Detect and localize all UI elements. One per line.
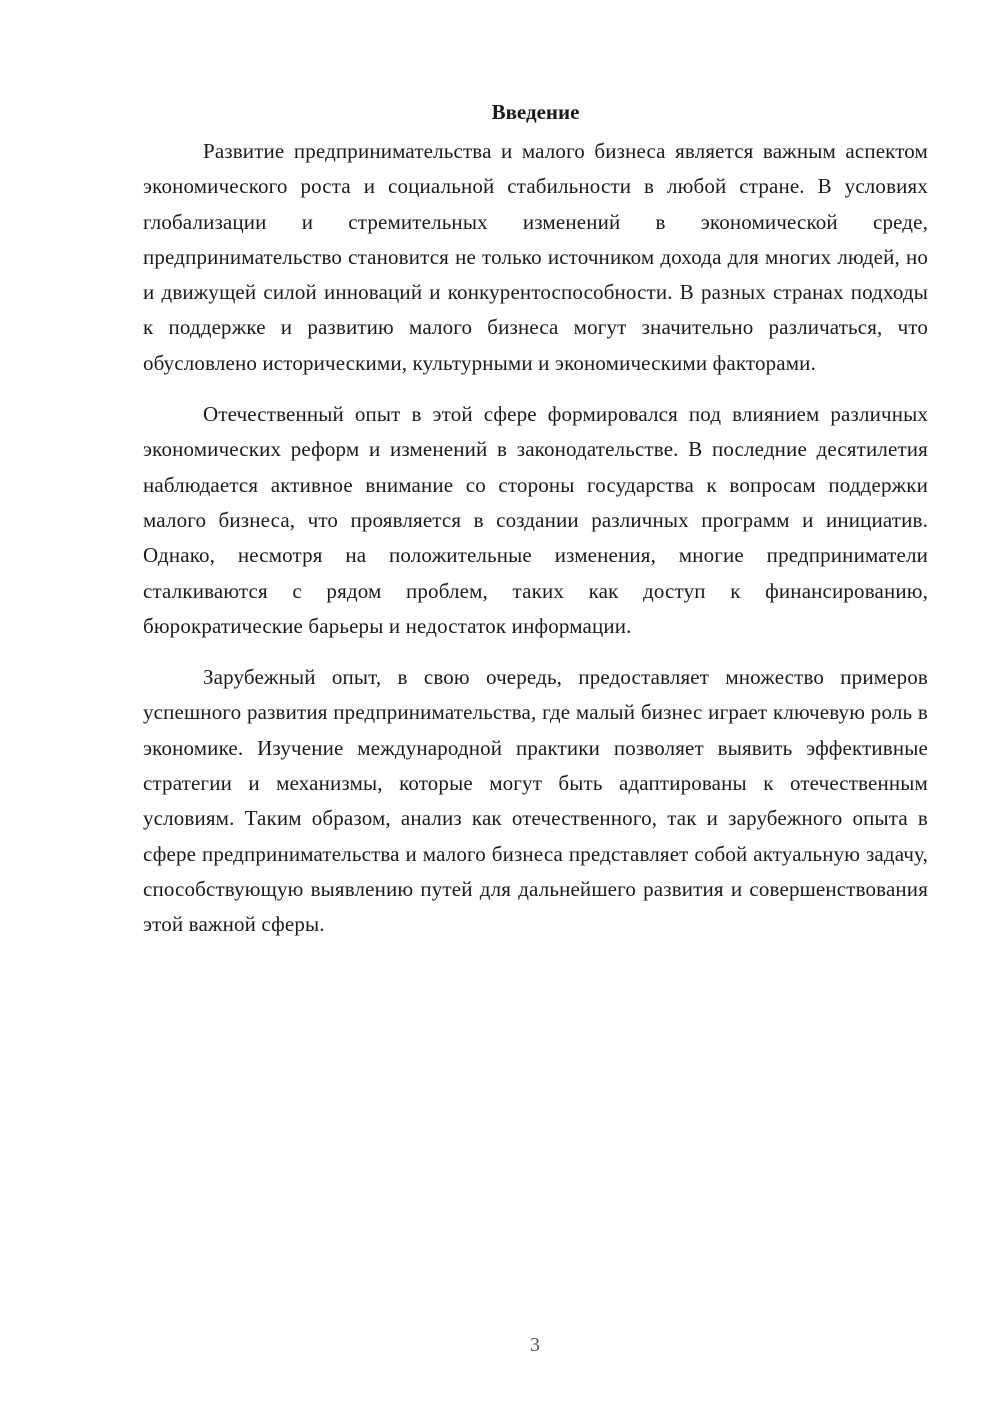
- section-title: Введение: [491, 100, 580, 124]
- paragraph-1: Развитие предпринимательства и малого бизнеса является важным аспектом экономического роста и социальной стабильности в любой стране. В условиях глобализации и стремительных изменений в экономической среде, предпринимательство становится не только источником дохода для многих людей, но и движущей силой инноваций и конкурентоспособности. В разных странах подходы к поддержке и развитию малого бизнеса могут значительно различаться, что обусловлено историческими, культурными и экономическими факторами.: [143, 139, 928, 375]
- paragraph-2: Отечественный опыт в этой сфере формировался под влиянием различных экономических реформ и изменений в законодательстве. В последние десятилетия наблюдается активное внимание со стороны государства к вопросам поддержки малого бизнеса, что проявляется в создании различных программ и инициатив. Однако, несмотря на положительные изменения, многие предприниматели сталкиваются с рядом проблем, таких как доступ к финансированию, бюрократические барьеры и недостаток информации.: [143, 402, 928, 638]
- page-number: 3: [530, 1334, 540, 1356]
- document-body: [143, 98, 928, 959]
- paragraph-3: Зарубежный опыт, в свою очередь, предоставляет множество примеров успешного развития предпринимательства, где малый бизнес играет ключевую роль в экономике. Изучение международной практики позволяет выявить эффективные стратегии и механизмы, которые могут быть адаптированы к отечественным условиям. Таким образом, анализ как отечественного, так и зарубежного опыта в сфере предпринимательства и малого бизнеса представляет собой актуальную задачу, способствующую выявлению путей для дальнейшего развития и совершенствования этой важной сферы.: [143, 665, 928, 937]
